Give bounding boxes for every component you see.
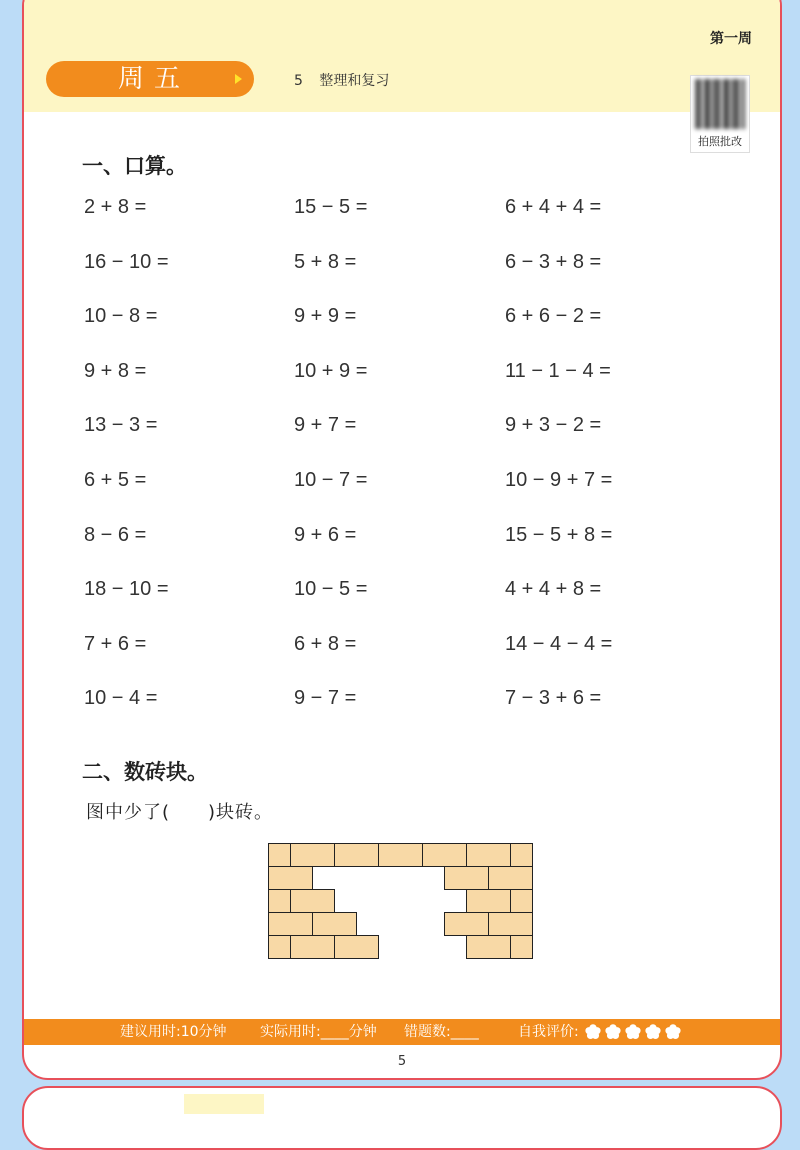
actual-time: 实际用时:____分钟 bbox=[260, 1024, 377, 1040]
lesson-heading bbox=[294, 70, 389, 90]
brick bbox=[445, 913, 489, 936]
next-page-band bbox=[184, 1094, 264, 1114]
calc-item: 8 − 6 = bbox=[84, 524, 147, 546]
calc-item: 6 − 3 + 8 = bbox=[505, 251, 602, 273]
calc-item: 9 + 8 = bbox=[84, 360, 147, 382]
next-page-edge bbox=[22, 1086, 782, 1150]
brick bbox=[467, 936, 511, 959]
brick bbox=[313, 913, 357, 936]
calc-item: 11 − 1 − 4 = bbox=[505, 360, 611, 382]
brick bbox=[335, 936, 379, 959]
brick bbox=[379, 844, 423, 867]
qr-code-icon[interactable] bbox=[695, 79, 745, 129]
calc-item: 9 − 7 = bbox=[294, 687, 357, 709]
brick bbox=[467, 890, 511, 913]
brick bbox=[511, 936, 533, 959]
calc-item: 9 + 7 = bbox=[294, 414, 357, 436]
brick bbox=[269, 913, 313, 936]
calc-item: 10 − 5 = bbox=[294, 578, 368, 600]
brick bbox=[269, 844, 291, 867]
brick bbox=[335, 844, 379, 867]
calc-item: 10 − 7 = bbox=[294, 469, 368, 491]
self-evaluation-label: 自我评价: bbox=[518, 1024, 579, 1040]
calc-item: 16 − 10 = bbox=[84, 251, 169, 273]
brick bbox=[511, 890, 533, 913]
section-1-title: 一、口算。 bbox=[82, 154, 187, 178]
calc-item: 5 + 8 = bbox=[294, 251, 357, 273]
error-count: 错题数:____ bbox=[404, 1024, 479, 1040]
calc-item: 6 + 6 − 2 = bbox=[505, 305, 602, 327]
calc-item: 9 + 9 = bbox=[294, 305, 357, 327]
footer-bar bbox=[24, 1019, 780, 1045]
brick bbox=[269, 890, 291, 913]
self-evaluation-flowers bbox=[584, 1023, 684, 1041]
calc-item: 6 + 5 = bbox=[84, 469, 147, 491]
brick bbox=[423, 844, 467, 867]
qr-label: 拍照批改 bbox=[698, 135, 742, 148]
flower-icon[interactable] bbox=[645, 1024, 660, 1039]
section-2-title: 二、数砖块。 bbox=[82, 760, 208, 784]
brick bbox=[467, 844, 511, 867]
calc-item: 10 + 9 = bbox=[294, 360, 368, 382]
page-number: 5 bbox=[397, 1054, 407, 1069]
calc-item: 15 − 5 + 8 = bbox=[505, 524, 613, 546]
flower-icon[interactable] bbox=[625, 1024, 640, 1039]
brick bbox=[269, 867, 313, 890]
calc-item: 7 − 3 + 6 = bbox=[505, 687, 602, 709]
triangle-arrow-icon bbox=[235, 74, 242, 84]
qr-code-block[interactable] bbox=[690, 75, 750, 153]
calc-item: 9 + 6 = bbox=[294, 524, 357, 546]
brick-wall-figure bbox=[268, 843, 536, 963]
flower-icon[interactable] bbox=[665, 1024, 680, 1039]
brick bbox=[291, 936, 335, 959]
calc-item: 4 + 4 + 8 = bbox=[505, 578, 602, 600]
calc-item: 10 − 9 + 7 = bbox=[505, 469, 613, 491]
lesson-number: 5 bbox=[294, 73, 303, 89]
calc-item: 14 − 4 − 4 = bbox=[505, 633, 613, 655]
calc-item: 10 − 8 = bbox=[84, 305, 158, 327]
calc-item: 6 + 8 = bbox=[294, 633, 357, 655]
brick-question: 图中少了( )块砖。 bbox=[86, 802, 274, 823]
brick bbox=[511, 844, 533, 867]
calc-item: 18 − 10 = bbox=[84, 578, 169, 600]
workbook-page bbox=[22, 0, 782, 1080]
calc-item: 2 + 8 = bbox=[84, 196, 147, 218]
day-badge bbox=[46, 61, 254, 97]
suggested-time: 建议用时:10分钟 bbox=[120, 1024, 227, 1040]
calc-item: 15 − 5 = bbox=[294, 196, 368, 218]
week-label: 第一周 bbox=[710, 31, 752, 47]
day-label: 周五 bbox=[118, 64, 191, 94]
calc-item: 7 + 6 = bbox=[84, 633, 147, 655]
brick bbox=[269, 936, 291, 959]
brick bbox=[291, 890, 335, 913]
calc-item: 6 + 4 + 4 = bbox=[505, 196, 602, 218]
brick bbox=[445, 867, 489, 890]
brick bbox=[489, 913, 533, 936]
lesson-title: 整理和复习 bbox=[319, 73, 390, 89]
flower-icon[interactable] bbox=[585, 1024, 600, 1039]
flower-icon[interactable] bbox=[605, 1024, 620, 1039]
calc-item: 9 + 3 − 2 = bbox=[505, 414, 602, 436]
brick bbox=[291, 844, 335, 867]
calc-item: 10 − 4 = bbox=[84, 687, 158, 709]
calc-item: 13 − 3 = bbox=[84, 414, 158, 436]
brick bbox=[489, 867, 533, 890]
